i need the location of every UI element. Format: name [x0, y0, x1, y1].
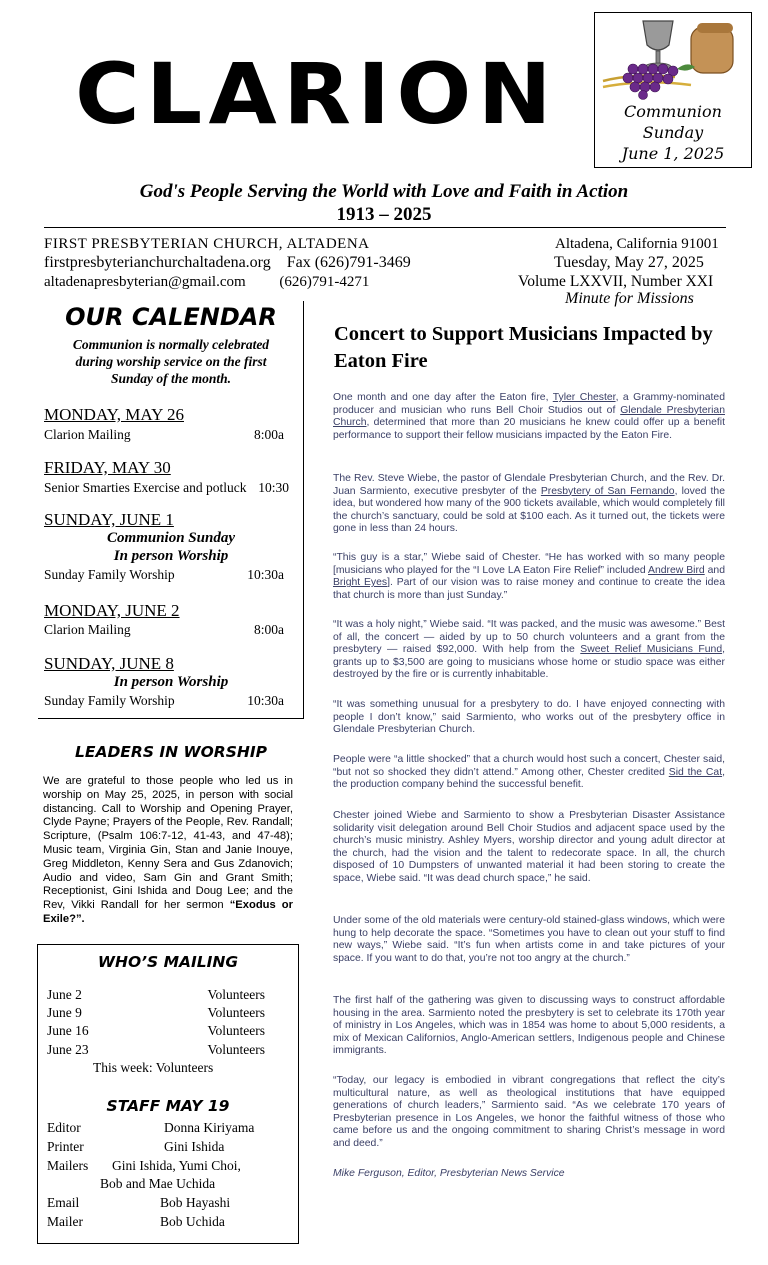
email-phone[interactable]: altadenapresbyterian@gmail.com (626)791-4271 — [44, 274, 370, 290]
article-paragraph: “This guy is a star,” Wiebe said of Chester. “He has worked with so many people [musicians who played for the “I Love LA Eaton Fire Relief” included Andrew Bird and Bright Eyes]. Part of our vision was to raise money and continue to create the idea that church is more than just Sunday.” — [333, 552, 725, 601]
leaders-title: LEADERS IN WORSHIP — [74, 743, 268, 761]
article-paragraph: Chester joined Wiebe and Sarmiento to show a Presbyterian Disaster Assistance solidarity visit delegation around Bell Choir Studios and adjacent space used by the church’s music ministry. Ashley Myers, worship director and young adult director at the church, had the vision and the talent to redecorate space. In all, the church disposed of 10 Dumpsters of unwanted material it had been storing to create the space, Wiebe said. “It was dead church space,” he said. — [333, 810, 725, 884]
mailing-this-week: This week: Volunteers — [93, 1060, 214, 1075]
minute-for-missions: Minute for Missions — [565, 290, 694, 307]
calendar-event: Senior Smarties Exercise and potluck 10:30 — [44, 480, 289, 495]
calendar-day: MONDAY, JUNE 2 — [44, 601, 180, 620]
communion-date: June 1, 2025 — [621, 144, 725, 163]
calendar-day: MONDAY, MAY 26 — [44, 405, 184, 424]
calendar-day: SUNDAY, JUNE 1 — [44, 510, 174, 529]
communion-elements-icon — [595, 15, 753, 101]
staff-role: Printer — [47, 1139, 84, 1154]
staff-role: Editor — [47, 1120, 81, 1135]
staff-title: STAFF MAY 19 — [106, 1097, 230, 1115]
link-tyler-chester[interactable]: Tyler Chester — [552, 392, 616, 403]
staff-role: Email — [47, 1195, 80, 1210]
mailing-row: June 9 Volunteers — [47, 1005, 265, 1020]
calendar-event: Clarion Mailing 8:00a — [44, 427, 284, 442]
communion-box — [594, 12, 752, 168]
article-paragraph: “It was a holy night,” Wiebe said. “It was packed, and the music was awesome.” Best of all, the concert — aided by up to 50 church volunteers and a grant from the presbytery — raised $92,000. With help from the Sweet Relief Musicians Fund, grants up to $3,500 are going to musicians whose home or studio space was either destroyed by the fire or is currently inhabitable. — [333, 619, 725, 681]
link-presbytery-san-fernando[interactable]: Presbytery of San Fernando — [540, 485, 675, 497]
leaders-text: We are grateful to those people who led us in worship on May 25, 2025, in person with social distancing. Call to Worship and Opening Prayer, Clyde Payne; Prayers of the People, Rev. Randall; Scripture, (Psalm 106:7-12, 41-43, and 47-48); Music team, Virginia Gin, Stan and Janie Inouye, Greg Middleton, Kenny Sera and Gus Zdanovich; Audio and video, Sam Gin and Grant Smith; Receptionist, Gini Ishida and Doug Lee; and the Rev, Vikki Randall for her sermon “Exodus or Exile?”. — [43, 775, 293, 925]
tagline: God's People Serving the World with Love and Faith in Action — [139, 181, 629, 202]
calendar-subtitle: In person Worship — [113, 674, 229, 690]
sermon-title: “Exodus or Exile?”. — [43, 899, 293, 925]
link-andrew-bird[interactable]: Andrew Bird — [648, 564, 705, 576]
article-title: Concert to Support Musicians Impacted by Eaton Fire — [334, 323, 713, 372]
years: 1913 – 2025 — [336, 204, 432, 225]
staff-name: Donna Kiriyama — [164, 1120, 255, 1135]
calendar-title: OUR CALENDAR — [65, 303, 277, 331]
volume-number: Volume LXXVII, Number XXI — [518, 273, 714, 290]
calendar-event: Clarion Mailing 8:00a — [44, 622, 284, 637]
staff-role: Mailer — [47, 1214, 83, 1229]
church-name: FIRST PRESBYTERIAN CHURCH, ALTADENA — [44, 236, 370, 252]
issue-date: Tuesday, May 27, 2025 — [554, 254, 704, 271]
article-signature: Mike Ferguson, Editor, Presbyterian News Service — [333, 1168, 565, 1179]
calendar-event: Sunday Family Worship 10:30a — [44, 567, 284, 582]
calendar-subtitle: In person Worship — [113, 548, 229, 564]
article-paragraph: One month and one day after the Eaton fire, Tyler Chester, a Grammy-nominated producer and musician who runs Bell Choir Studios out of Glendale Presbyterian Church, determined that more than 20 musicians he knew could offer up a benefit performance to support their fellow musicians impacted by the Eaton Fire. — [333, 392, 725, 441]
communion-line: Sunday — [642, 123, 704, 142]
article-paragraph: “It was something unusual for a presbytery to do. I have enjoyed connecting with people I don’t know,” said Sarmiento, who works out of the presbytery office in Glendale Presbyterian Church. — [333, 699, 725, 736]
calendar-day: FRIDAY, MAY 30 — [44, 458, 171, 477]
link-bright-eyes[interactable]: Bright Eyes — [333, 577, 388, 589]
calendar-note: Communion is normally celebrated during worship service on the first Sunday of the month. — [72, 337, 270, 386]
calendar-event: Sunday Family Worship 10:30a — [44, 693, 284, 708]
mailing-row: June 23 Volunteers — [47, 1042, 265, 1057]
staff-name: Gini Ishida — [164, 1139, 225, 1154]
staff-name: Gini Ishida, Yumi Choi, — [112, 1158, 241, 1173]
staff-role: Mailers — [47, 1158, 89, 1173]
article-paragraph: “Today, our legacy is embodied in vibrant congregations that reflect the city’s multicultural nature, as well as theological institutions that have equipped generations of church leaders,” Sarmiento said. “As we celebrate 170 years of Presbyterian presence in Los Angeles, we honor the faithful witness of those who came before us and the ongoing commitment to sharing Christ’s message in word and deed.” — [333, 1075, 725, 1149]
calendar-subtitle: Communion Sunday — [107, 530, 235, 546]
link-glendale-presbyterian[interactable]: Glendale Presbyterian Church — [333, 404, 725, 429]
link-sid-the-cat[interactable]: Sid the Cat — [668, 766, 723, 778]
article-paragraph: People were “a little shocked” that a church would host such a concert, Chester said, “but not so shocked they didn’t attend.” Among other, Chester credited Sid the Cat, the production company behind the successful benefit. — [333, 754, 725, 791]
masthead-rule — [44, 227, 726, 228]
article-paragraph: The Rev. Steve Wiebe, the pastor of Glendale Presbyterian Church, and the Rev. Dr. Juan Sarmiento, executive presbyter of the Presbytery of San Fernando, loved the idea, but wondered how many of the 900 tickets available, which would completely fill the church’s sanctuary, could be sold at $100 each. As it turned out, the tickets were gone in less than 24 hours. — [333, 473, 725, 535]
communion-line: Communion — [624, 102, 722, 121]
article-paragraph: Under some of the old materials were century-old stained-glass windows, which were hung to help decorate the space. “Sometimes you have to clean out your stuff to find new ways,” Wiebe said. “It’s fun when artists come in and take pictures of your space. If you want to do that, you’re not too angry at the church.” — [333, 915, 725, 964]
newsletter-title: CLARION — [75, 45, 558, 143]
mailing-title: WHO’S MAILING — [97, 953, 239, 971]
website-fax[interactable]: firstpresbyterianchurchaltadena.org Fax (626)791-3469 — [44, 254, 411, 271]
city-line: Altadena, California 91001 — [555, 236, 719, 252]
mailing-row: June 2 Volunteers — [47, 987, 265, 1002]
calendar-day: SUNDAY, JUNE 8 — [44, 654, 174, 673]
staff-name: Bob Uchida — [160, 1214, 225, 1229]
mailing-row: June 16 Volunteers — [47, 1023, 265, 1038]
article-paragraph: The first half of the gathering was given to discussing ways to construct affordable housing in the area. Sarmiento noted the presbytery is set to celebrate its 170th year of ministry in Los Angeles, which was in 1854 was home to about 5,000 residents, a mix of Mexican Californios, Anglo-American settlers, Indigenous people and Chinese immigrants. — [333, 995, 725, 1057]
staff-name: Bob Hayashi — [160, 1195, 231, 1210]
link-sweet-relief-fund[interactable]: Sweet Relief Musicians Fund — [580, 644, 723, 656]
staff-name: Bob and Mae Uchida — [100, 1176, 216, 1191]
